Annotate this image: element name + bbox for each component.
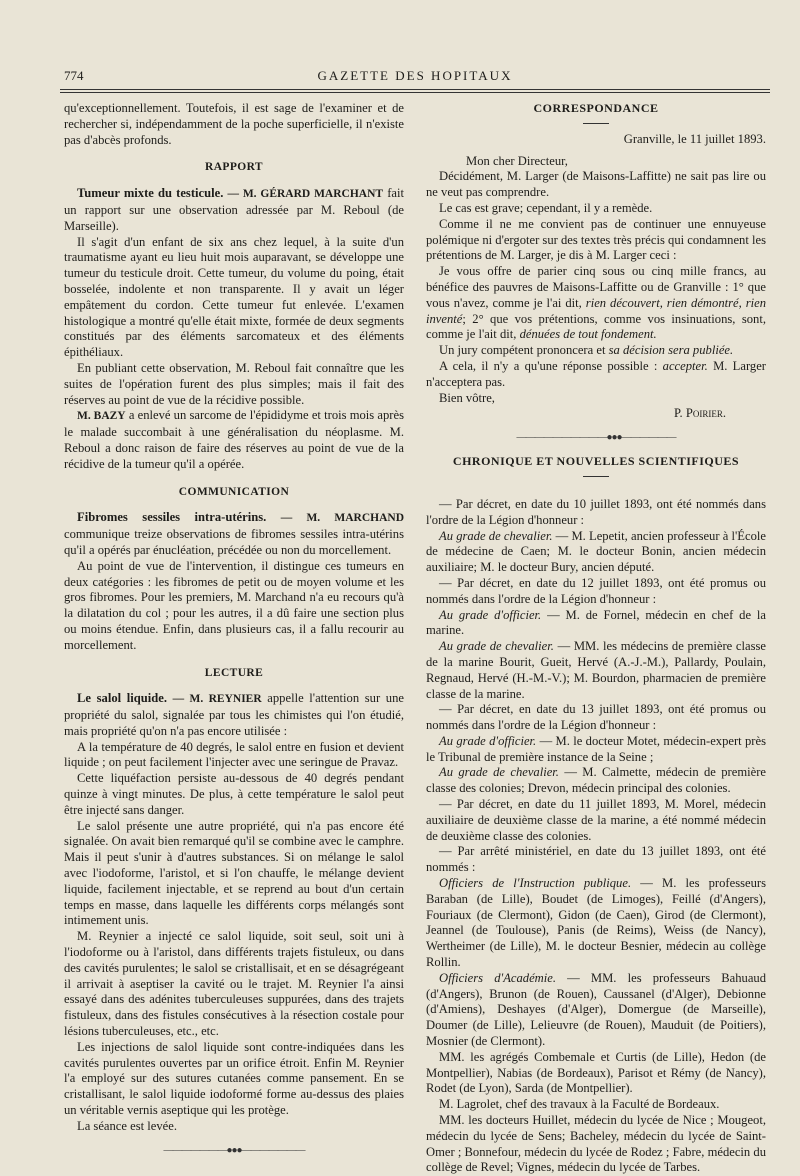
lecture-author: — M. REYNIER bbox=[172, 693, 262, 706]
decret-2-grade-2-label: Au grade de chevalier. bbox=[439, 639, 554, 654]
decret-1-grade-text: — M. Lepetit, ancien professeur à l'École de médecine de Caen; M. le docteur Bonin, ancien médecin auxiliaire; M. le docteur Bury, ancien député. bbox=[426, 528, 766, 575]
letter-paragraph-2: Le cas est grave; cependant, il y a remède. bbox=[439, 200, 653, 215]
rapport-title: Tumeur mixte du testicule. bbox=[77, 186, 224, 201]
ornament-divider-right: ——————————●●●—————— bbox=[516, 432, 676, 444]
ornament-divider: ———————●●●——————— bbox=[163, 1144, 305, 1156]
rapport-paragraph-3 bbox=[64, 408, 404, 472]
heading-rule bbox=[583, 123, 609, 124]
decret-3-grade-1-label: Au grade d'officier. bbox=[439, 733, 537, 748]
letter-p5-italic-b: sa décision sera publiée. bbox=[608, 343, 734, 358]
rapport-heading: RAPPORT bbox=[205, 161, 263, 174]
arrete-5-grade-1-label: Officiers de l'Instruction publique. bbox=[439, 876, 632, 891]
communication-heading: COMMUNICATION bbox=[178, 485, 290, 498]
lecture-lead: appelle l'attention sur une propriété du salol, signalée par tous les chimistes qui l'on étudié, mais propriété qu'on n'a pas encore utilisée : bbox=[64, 691, 404, 738]
decret-2-grade-1-label: Au grade d'officier. bbox=[439, 607, 542, 622]
decret-3-grade-2-label: Au grade de chevalier. bbox=[439, 765, 559, 780]
letter-p4-italic-d: dénuées de tout fondement. bbox=[519, 327, 657, 342]
communication-lead-paragraph bbox=[64, 510, 404, 558]
letter-p5-part-a: Un jury compétent prononcera et bbox=[439, 343, 606, 358]
rapport-bazy: M. BAZY bbox=[77, 410, 126, 423]
letter-p6-italic-b: accepter. bbox=[662, 358, 708, 373]
arrete-5-grade-1-text: — M. les professeurs Baraban (de Lille), Boudet (de Limoges), Feillé (d'Angers), Fouriaux (de Clermont), Gidon (de Caen), Girod (de Clermont), Jeannel (de Toulouse), Panis (de Reims), Weiss (de Nancy), Wertheimer (de Lille), M. le docteur Besnier, médecin au collège Rollin. bbox=[426, 876, 766, 970]
decret-3-grade-2 bbox=[426, 765, 766, 797]
letter-p4-part-c: ; 2° que vos prétentions, comme vos insinuations, sont, comme je l'ait dit, bbox=[426, 311, 766, 342]
header-rule-bottom bbox=[60, 92, 770, 93]
letter-p4-italic-b: rien découvert, rien démontré, rien inventé bbox=[426, 295, 766, 326]
communication-lead: communique treize observations de fibromes sessiles intra-utérins qu'il a opérés par énucléation, précédée ou non du morcellement. bbox=[64, 527, 404, 557]
letter-p6-part-c: M. Larger n'acceptera pas. bbox=[426, 358, 767, 389]
decret-2-grade-2 bbox=[426, 639, 766, 702]
seance-closing: La séance est levée. bbox=[77, 1118, 177, 1133]
rapport-paragraph-2: En publiant cette observation, M. Reboul fait connaître que les suites de l'opération furent des plus simples; mais il fait des réserves au point de vue de la récidive possible. bbox=[64, 360, 404, 407]
decret-3-grade-1 bbox=[426, 734, 766, 766]
arrete-5-grade-2-text: — MM. les professeurs Bahuaud (d'Angers), Brunon (de Rouen), Caussanel (d'Alger), Debionne (d'Amiens), Deshayes (d'Alger), Domergue (de Marseille), Doumer (de Lille), Lelieuvre (de Rouen), Mauduit (de Poitiers), Mosnier (de Clermont). bbox=[426, 970, 767, 1049]
page-number: 774 bbox=[64, 68, 84, 83]
lecture-paragraph-1: A la température de 40 degrés, le salol entre en fusion et devient liquide ; on peut facilement l'injecter avec une seringue de Pravaz. bbox=[64, 739, 404, 770]
arrete-5-grade-2-label: Officiers d'Académie. bbox=[439, 970, 557, 985]
letter-closing: Bien vôtre, bbox=[439, 390, 495, 405]
letter-p4-part-a: Je vous offre de parier cinq sous ou cinq mille francs, au bénéfice des pauvres de Maisons-Laffitte ou de Granville : 1° que vous n'avez, comme je l'ai dit, bbox=[426, 264, 766, 310]
letter-paragraph-4 bbox=[426, 264, 766, 343]
intro-paragraph: qu'exceptionnellement. Toutefois, il est sage de l'examiner et de rechercher si, indépendamment de la poche superficielle, il n'existe pas d'abcès profonds. bbox=[64, 101, 404, 147]
letter-paragraph-5 bbox=[426, 343, 766, 359]
decret-1: — Par décret, en date du 10 juillet 1893, ont été nommés dans l'ordre de la Légion d'honneur : bbox=[426, 496, 766, 527]
communication-title: Fibromes sessiles intra-utérins. bbox=[77, 510, 267, 525]
agreges-paragraph: MM. les agrégés Combemale et Curtis (de Lille), Hedon (de Montpellier), Nabias (de Bordeaux), Parisot et Rémy (de Nancy), Rodet (de Lyon), Sarda (de Montpellier). bbox=[426, 1049, 766, 1096]
arrete-5-grade-2 bbox=[426, 971, 766, 1050]
letter-p6-part-a: A cela, il n'y a qu'une réponse possible : bbox=[439, 358, 658, 373]
letter-salutation: Mon cher Directeur, bbox=[466, 153, 568, 168]
right-column bbox=[426, 101, 766, 1176]
page-header bbox=[60, 68, 770, 86]
decret-3-grade-2-text: — M. Calmette, médecin de première classe des colonies; Drevon, médecin principal des colonies. bbox=[426, 765, 766, 796]
left-column bbox=[64, 101, 404, 1167]
lecture-paragraph-2: Cette liquéfaction persiste au-dessous de 40 degrés pendant quinze à vingt minutes. De plus, à cette température le salol peut être injecté sans danger. bbox=[64, 771, 404, 817]
chronique-heading-rule bbox=[583, 476, 609, 477]
arrete-5: — Par arrêté ministériel, en date du 13 juillet 1893, ont été nommés : bbox=[426, 844, 766, 875]
lecture-title: Le salol liquide. bbox=[77, 691, 168, 706]
header-rule-top bbox=[60, 89, 770, 90]
correspondance-heading: CORRESPONDANCE bbox=[533, 101, 659, 115]
decret-2: — Par décret, en date du 12 juillet 1893, ont été promus ou nommés dans l'ordre de la Légion d'honneur : bbox=[426, 575, 766, 606]
letter-dateline: Granville, le 11 juillet 1893. bbox=[623, 131, 766, 146]
rapport-paragraph-1: Il s'agit d'un enfant de six ans chez lequel, à la suite d'un traumatisme ayant eu lieu huit mois auparavant, se développe une tumeur du testicule droit. Cette tumeur, du volume du poing, était bosselée, indolente et non transparente. Il y avait un léger empâtement du cordon. Cette tumeur fut enlevée. L'examen histologique a montré qu'elle était mixte, formée de deux segments constitués par des éléments sarcomateux et des éléments épithéliaux. bbox=[64, 234, 404, 360]
decret-2-grade-1 bbox=[426, 608, 766, 640]
rapport-lead: fait un rapport sur une observation adressée par M. Reboul (de Marseille). bbox=[64, 186, 404, 233]
letter-paragraph-1: Décidément, M. Larger (de Maisons-Laffitte) ne sait pas lire ou ne veut pas comprendre. bbox=[426, 169, 766, 200]
decret-2-grade-2-text: — MM. les médecins de première classe de la marine Bourit, Gueit, Hervé (A.-J.-M.), Pallardy, Poulain, Regnaud, Hervé (H.-M.-V.); M. Bourdon, pharmacien de première classe de la marine. bbox=[426, 639, 766, 701]
lagrolet-paragraph: M. Lagrolet, chef des travaux à la Faculté de Bordeaux. bbox=[439, 1097, 720, 1112]
lecture-paragraph-4: M. Reynier a injecté ce salol liquide, soit seul, soit uni à l'iodoforme ou à l'aristol, dans différents trajets fistuleux, ou dans des cavités purulentes; le salol se cristallisait, et en se désagrégeant il arrivait à aseptiser la cavité ou le trajet. M. Reynier l'a ainsi essayé dans des adénites tuberculeuses suppurées, dans des trajets fistuleux, dans des fistules consécutives à la résection costale pour lésions tuberculeuses, etc., etc. bbox=[64, 929, 404, 1039]
arrete-5-grade-1 bbox=[426, 876, 766, 971]
letter-paragraph-6 bbox=[426, 359, 766, 391]
letter-paragraph-3: Comme il ne me convient pas de continuer une ennuyeuse polémique ni d'ergoter sur des textes très précis qui condamnent les prétentions de M. Larger, je dis à M. Larger ceci : bbox=[426, 216, 766, 263]
decret-2-grade-1-text: — M. de Fornel, médecin en chef de la marine. bbox=[426, 607, 766, 638]
spacer bbox=[426, 485, 766, 497]
decret-1-grade-label: Au grade de chevalier. bbox=[439, 528, 553, 543]
communication-author: — M. MARCHAND bbox=[280, 512, 405, 525]
decret-1-grade bbox=[426, 529, 766, 576]
lecture-paragraph-5: Les injections de salol liquide sont contre-indiquées dans les cavités purulentes ouvertes par un orifice étroit. Enfin M. Reynier l'a employé sur des sutures cutanées comme pansement. En se cristallisant, le salol liquide iodoformé forme au-dessus des plaies un véritable vernis aseptique qui les protège. bbox=[64, 1039, 404, 1118]
decret-3: — Par décret, en date du 13 juillet 1893, ont été promus ou nommés dans l'ordre de la Légion d'honneur : bbox=[426, 702, 766, 733]
lecture-heading: LECTURE bbox=[204, 666, 264, 679]
communication-paragraph-1: Au point de vue de l'intervention, il distingue ces tumeurs en deux catégories : les fibromes de petit ou de moyen volume et les gros fibromes. Pour les premiers, M. Marchand n'a eu recours qu'à la dilatation du col ; pour les autres, il a dû faire une section plus ou moins étendue. Enfin, dans plusieurs cas, il a fallu recourir au morcellement. bbox=[64, 558, 404, 652]
lecture-paragraph-3: Le salol présente une autre propriété, qui n'a pas encore été signalée. On avait bien remarqué qu'il se combine avec le camphre. Mais il peut s'unir à d'autres substances. Si on mélange le salol avec l'iodoforme, l'aristol, et si l'on chauffe, le mélange devient liquide, facilement injectable, et se reprend au bout d'un certain temps en masse, dans laquelle les différents corps mélangés sont intimement unis. bbox=[64, 818, 404, 928]
lecture-lead-paragraph bbox=[64, 691, 404, 739]
docteurs-paragraph: MM. les docteurs Huillet, médecin du lycée de Nice ; Mougeot, médecin du lycée de Sens; Bacheley, médecin du lycée de Saint-Omer ; Bonnefour, médecin du lycée de Rodez ; Fabre, médecin du collège de Revel; Vignes, médecin du lycée de Tarbes. bbox=[426, 1113, 766, 1175]
decret-3-grade-1-text: — M. le docteur Motet, médecin-expert près le Tribunal de première instance de la Seine ; bbox=[426, 733, 766, 764]
rapport-author: — M. GÉRARD MARCHANT bbox=[227, 188, 384, 201]
rapport-lead-paragraph bbox=[64, 186, 404, 234]
letter-signature: P. Poirier. bbox=[673, 406, 726, 421]
running-title: GAZETTE DES HOPITAUX bbox=[317, 68, 513, 83]
decret-4: — Par décret, en date du 11 juillet 1893, M. Morel, médecin auxiliaire de deuxième classe de la marine, a été nommé médecin de deuxième classe des colonies. bbox=[426, 797, 766, 843]
rapport-paragraph-3-text: a enlevé un sarcome de l'épididyme et trois mois après le malade succombait à une généralisation du néoplasme. M. Reboul a donc raison de faire des réserves au point de vue de la récidive de la tumeur qu'il a opérée. bbox=[64, 408, 404, 471]
chronique-heading: CHRONIQUE ET NOUVELLES SCIENTIFIQUES bbox=[452, 454, 740, 469]
